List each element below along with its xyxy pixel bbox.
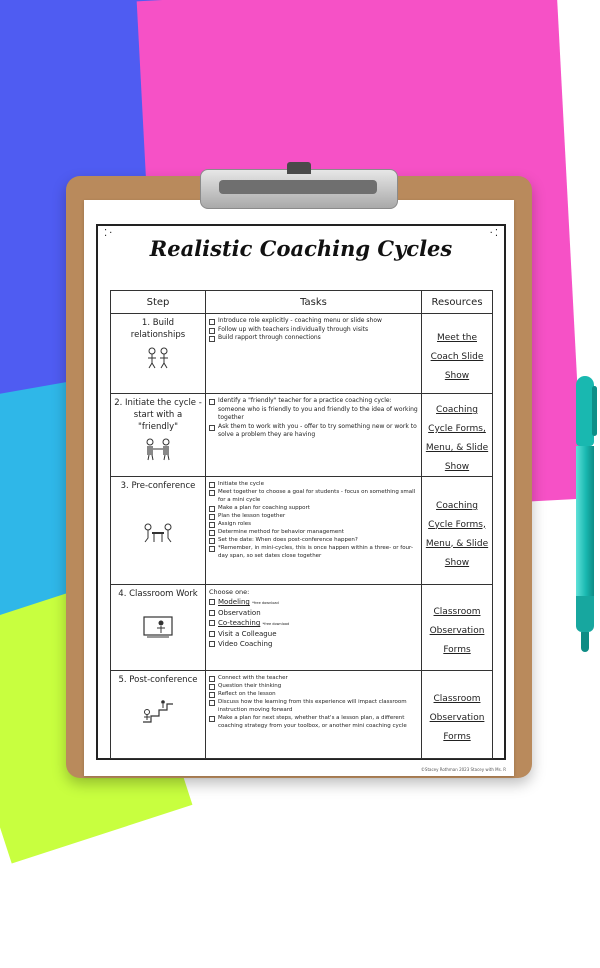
task-item: Modeling *free download xyxy=(209,597,418,608)
task-item: Plan the lesson together xyxy=(209,512,418,520)
header-step: Step xyxy=(111,291,206,314)
sheet-border xyxy=(96,224,506,760)
step-cell xyxy=(111,671,206,759)
task-item: Observation xyxy=(209,608,418,618)
resource-cell xyxy=(422,394,493,477)
tasks-cell xyxy=(206,477,422,585)
task-item: Meet together to choose a goal for students - focus on something small for a mini cycle xyxy=(209,488,418,504)
step-label: 1. Build relationships xyxy=(130,318,186,340)
task-item: Determine method for behavior management xyxy=(209,528,418,536)
pen-grip xyxy=(576,596,594,632)
step-label: 5. Post-conference xyxy=(118,675,198,685)
handshake-icon xyxy=(139,437,177,461)
step-label: 3. Pre-conference xyxy=(120,481,196,491)
corner-dots-icon: ·⁚ xyxy=(489,228,500,239)
task-item: Identify a "friendly" teacher for a practice coaching cycle: someone who is friendly to you and friendly to the idea of working together xyxy=(209,397,418,423)
task-item: Ask them to work with you - offer to try something new or work to solve a problem they are having xyxy=(209,423,418,440)
resource-cell xyxy=(422,671,493,759)
meeting-table-icon xyxy=(139,520,177,544)
pen-clip xyxy=(592,386,597,436)
task-item: Assign roles xyxy=(209,520,418,528)
step-cell xyxy=(111,585,206,671)
tasks-cell xyxy=(206,314,422,394)
resource-cell xyxy=(422,314,493,394)
table-row xyxy=(111,671,493,759)
task-item: Co-teaching *free download xyxy=(209,618,418,629)
document-title: Realistic Coaching Cycles xyxy=(149,236,453,261)
choose-one-label: Choose one: xyxy=(209,588,250,596)
credit-line: ©Stacey Rothman 2023 Stacey with Ms. R xyxy=(420,767,506,772)
step-cell xyxy=(111,477,206,585)
tasks-cell xyxy=(206,585,422,671)
pen-tip xyxy=(581,632,589,652)
header-tasks: Tasks xyxy=(206,291,422,314)
step-cell xyxy=(111,314,206,394)
resource-link[interactable]: Meet the Coach Slide Show xyxy=(430,333,484,381)
task-item: Video Coaching xyxy=(209,639,418,649)
whiteboard-teacher-icon xyxy=(139,612,177,642)
tasks-cell xyxy=(206,394,422,477)
task-item: Question their thinking xyxy=(209,682,418,690)
clip-bar xyxy=(219,180,377,194)
step-cell xyxy=(111,394,206,477)
task-item: Connect with the teacher xyxy=(209,674,418,682)
clip-tab xyxy=(287,162,311,174)
task-item: Initiate the cycle xyxy=(209,480,418,488)
task-note: *Remember, in mini-cycles, this is once happen within a three- or four-day span, so set dates close together xyxy=(209,544,418,560)
task-item: Discuss how the learning from this experience will impact classroom instruction moving forward xyxy=(209,698,418,714)
table-row xyxy=(111,585,493,671)
table-row xyxy=(111,477,493,585)
step-label: 2. Initiate the cycle - start with a "friendly" xyxy=(114,398,202,432)
task-item: Set the date: When does post-conference happen? xyxy=(209,536,418,544)
resource-link[interactable]: Coaching Cycle Forms, Menu, & Slide Show xyxy=(425,500,489,568)
two-people-icon xyxy=(139,345,177,369)
pen-body xyxy=(576,446,594,596)
corner-dots-icon: ⁚· xyxy=(104,228,115,239)
task-item: Build rapport through connections xyxy=(209,334,418,343)
coaching-table xyxy=(110,290,493,759)
coaching-sheet xyxy=(84,200,514,776)
resource-link[interactable]: Classroom Observation Forms xyxy=(429,607,485,655)
stairs-climb-icon xyxy=(139,700,177,724)
tasks-cell xyxy=(206,671,422,759)
resource-link[interactable]: Classroom Observation Forms xyxy=(429,694,485,742)
task-item: Make a plan for next steps, whether that's a lesson plan, a different coaching strategy from your toolbox, or another mini coaching cycle xyxy=(209,714,418,730)
task-item: Reflect on the lesson xyxy=(209,690,418,698)
table-row xyxy=(111,394,493,477)
header-resources: Resources xyxy=(422,291,493,314)
task-item: Introduce role explicitly - coaching menu or slide show xyxy=(209,317,418,326)
resource-cell xyxy=(422,585,493,671)
task-item: Follow up with teachers individually through visits xyxy=(209,326,418,335)
clipboard-clip xyxy=(200,169,398,209)
step-label: 4. Classroom Work xyxy=(118,589,198,599)
task-item: Visit a Colleague xyxy=(209,629,418,639)
resource-cell xyxy=(422,477,493,585)
resource-link[interactable]: Coaching Cycle Forms, Menu, & Slide Show xyxy=(425,405,489,472)
task-item: Make a plan for coaching support xyxy=(209,504,418,512)
pen xyxy=(572,376,598,654)
table-row xyxy=(111,314,493,394)
table-header-row xyxy=(111,291,493,314)
